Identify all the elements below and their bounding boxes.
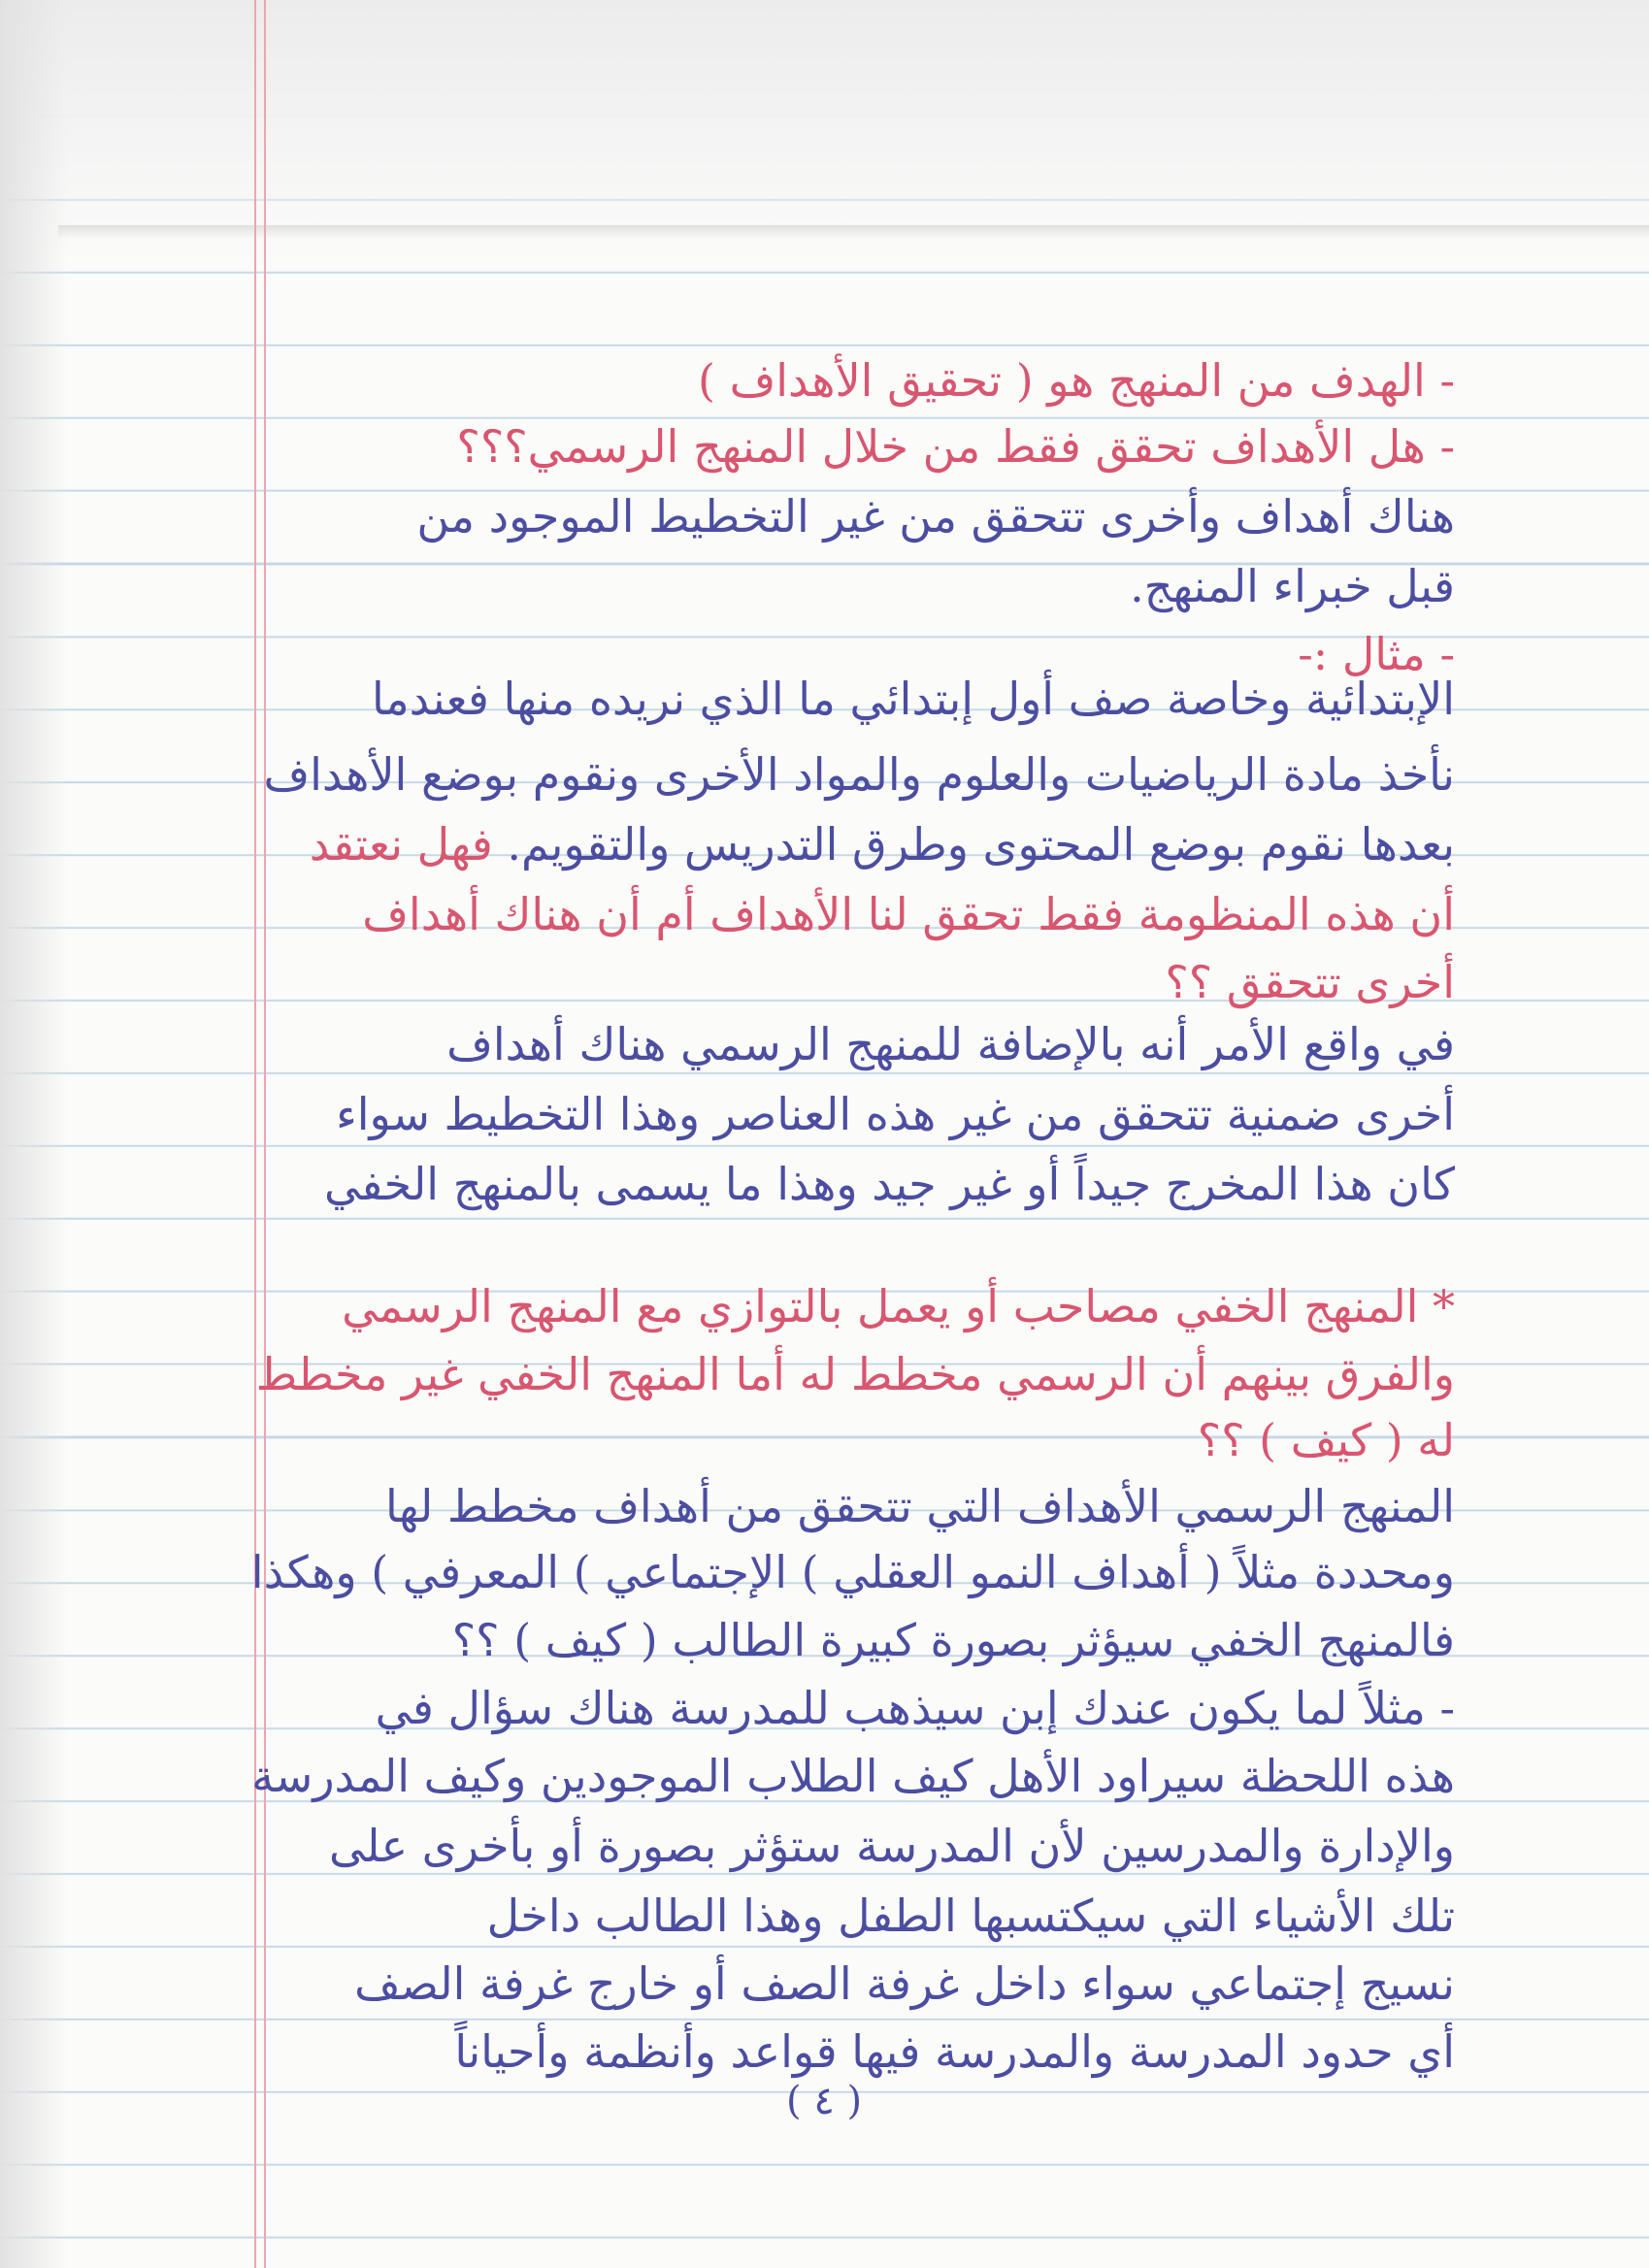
text-line-7: نأخذ مادة الرياضيات والعلوم والمواد الأخرى ونقوم بوضع الأهداف (263, 748, 1455, 801)
text-line-22: والإدارة والمدرسين لأن المدرسة ستؤثر بصورة أو بأخرى على (329, 1820, 1455, 1872)
text-line-24: نسيج إجتماعي سواء داخل غرفة الصف أو خارج غرفة الصف (354, 1957, 1455, 2010)
text-line-10: أخرى تتحقق ؟؟ (1165, 956, 1455, 1008)
text-line-3: هناك أهداف وأخرى تتحقق من غير التخطيط الموجود من (416, 490, 1455, 542)
text-line-14: * المنهج الخفي مصاحب أو يعمل بالتوازي مع المنهج الرسمي (342, 1280, 1455, 1332)
text-line-23: تلك الأشياء التي سيكتسبها الطفل وهذا الطالب داخل (486, 1890, 1455, 1942)
text-line-5: - مثال :- (1298, 628, 1455, 680)
text-line-8 (242, 815, 1455, 873)
text-line-16: له ( كيف ) ؟؟ (1197, 1414, 1455, 1466)
text-line-13: كان هذا المخرج جيداً أو غير جيد وهذا ما يسمى بالمنهج الخفي (323, 1158, 1455, 1210)
text-line-9: أن هذه المنظومة فقط تحقق لنا الأهداف أم أن هناك أهداف (362, 888, 1455, 940)
text-line-18: ومحددة مثلاً ( أهداف النمو العقلي ) الإجتماعي ) المعرفي ) وهكذا (250, 1546, 1455, 1598)
text-line-4: قبل خبراء المنهج. (1130, 560, 1455, 612)
text-line-15: والفرق بينهم أن الرسمي مخطط له أما المنهج الخفي غير مخطط (255, 1348, 1455, 1400)
scan-edge-shadow (0, 0, 68, 2268)
text-line-20: - مثلاً لما يكون عندك إبن سيذهب للمدرسة هناك سؤال في (375, 1682, 1455, 1734)
text-line-1: - الهدف من المنهج هو ( تحقيق الأهداف ) (698, 354, 1455, 407)
text-line-17: المنهج الرسمي الأهداف التي تتحقق من أهداف مخطط لها (385, 1480, 1455, 1532)
fold-crease (58, 225, 1649, 239)
fold-shadow (0, 0, 1649, 262)
text-line-2: - هل الأهداف تحقق فقط من خلال المنهج الرسمي؟؟؟ (456, 420, 1455, 473)
text-line-6: الإبتدائية وخاصة صف أول إبتدائي ما الذي نريده منها فعندما (371, 673, 1455, 725)
text-line-11: في واقع الأمر أنه بالإضافة للمنهج الرسمي هناك أهداف (446, 1018, 1455, 1070)
text-line-25: أي حدود المدرسة والمدرسة فيها قواعد وأنظمة وأحياناً (454, 2025, 1455, 2078)
text-line-8-red-tail: فهل نعتقد (309, 818, 508, 871)
text-line-19: فالمنهج الخفي سيؤثر بصورة كبيرة الطالب ( كيف ) ؟؟ (451, 1614, 1455, 1666)
page-number: ( ٤ ) (786, 2079, 863, 2123)
text-line-12: أخرى ضمنية تتحقق من غير هذه العناصر وهذا التخطيط سواء (336, 1088, 1455, 1140)
text-line-8-main: بعدها نقوم بوضع المحتوى وطرق التدريس والتقويم. (507, 818, 1455, 871)
text-line-21: هذه اللحظة سيراود الأهل كيف الطلاب الموجودين وكيف المدرسة (251, 1750, 1455, 1802)
